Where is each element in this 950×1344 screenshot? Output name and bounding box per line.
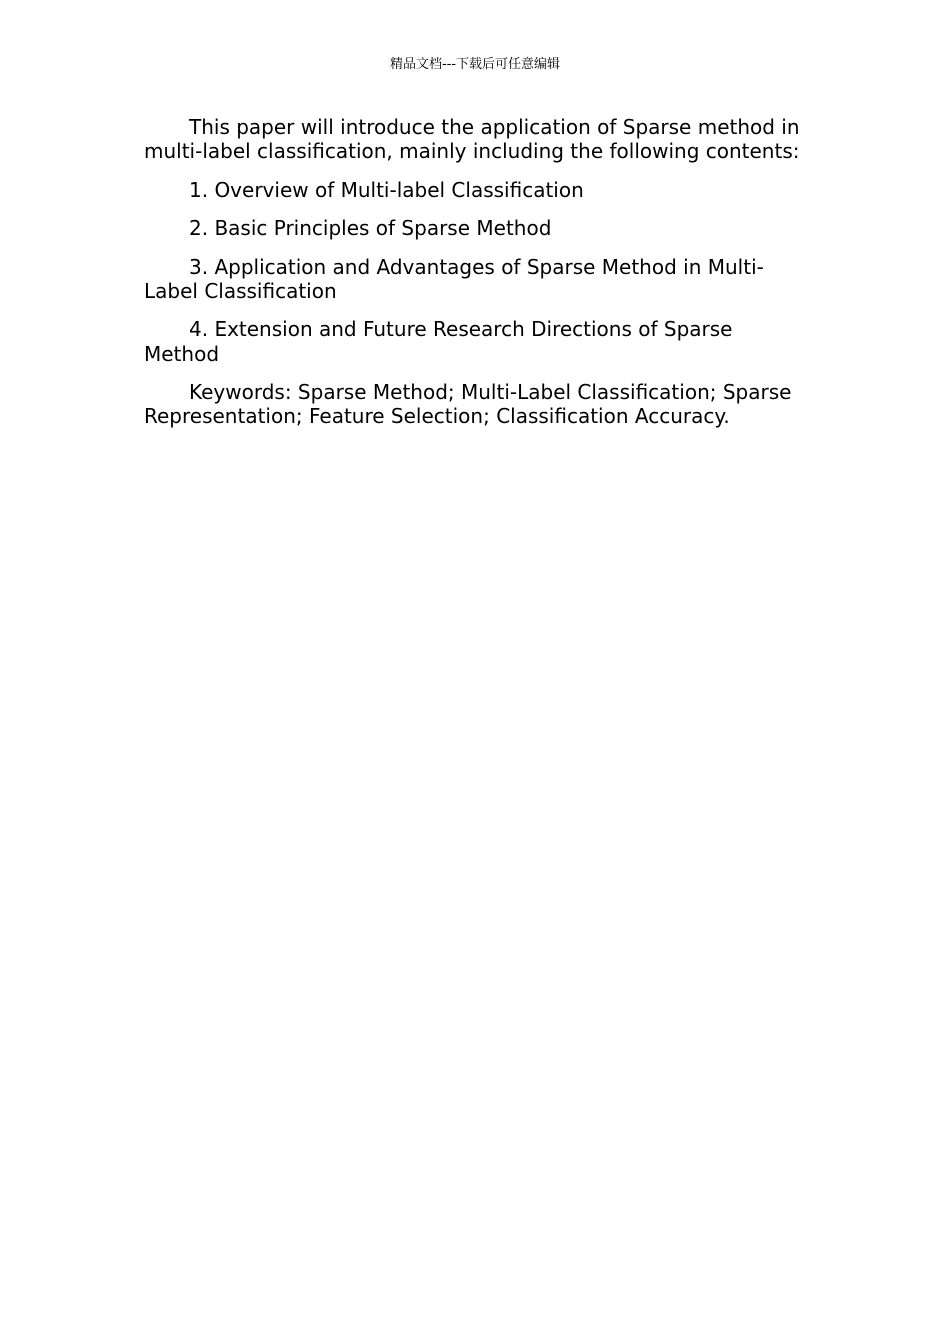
- intro-paragraph: This paper will introduce the application of Sparse method in multi-label classification, mainly including the following contents:: [144, 115, 800, 164]
- page-header: 精品文档---下载后可任意编辑: [389, 57, 561, 72]
- document-body: [144, 115, 809, 443]
- contents-item-1: 1. Overview of Multi-label Classification: [189, 177, 584, 202]
- keywords-paragraph: Keywords: Sparse Method; Multi-Label Classification; Sparse Representation; Feature Selection; Classification Accuracy.: [144, 380, 792, 429]
- contents-item-3: 3. Application and Advantages of Sparse Method in Multi-Label Classification: [144, 254, 764, 303]
- contents-item-2: 2. Basic Principles of Sparse Method: [189, 216, 552, 241]
- contents-item-4: 4. Extension and Future Research Directions of Sparse Method: [144, 317, 733, 366]
